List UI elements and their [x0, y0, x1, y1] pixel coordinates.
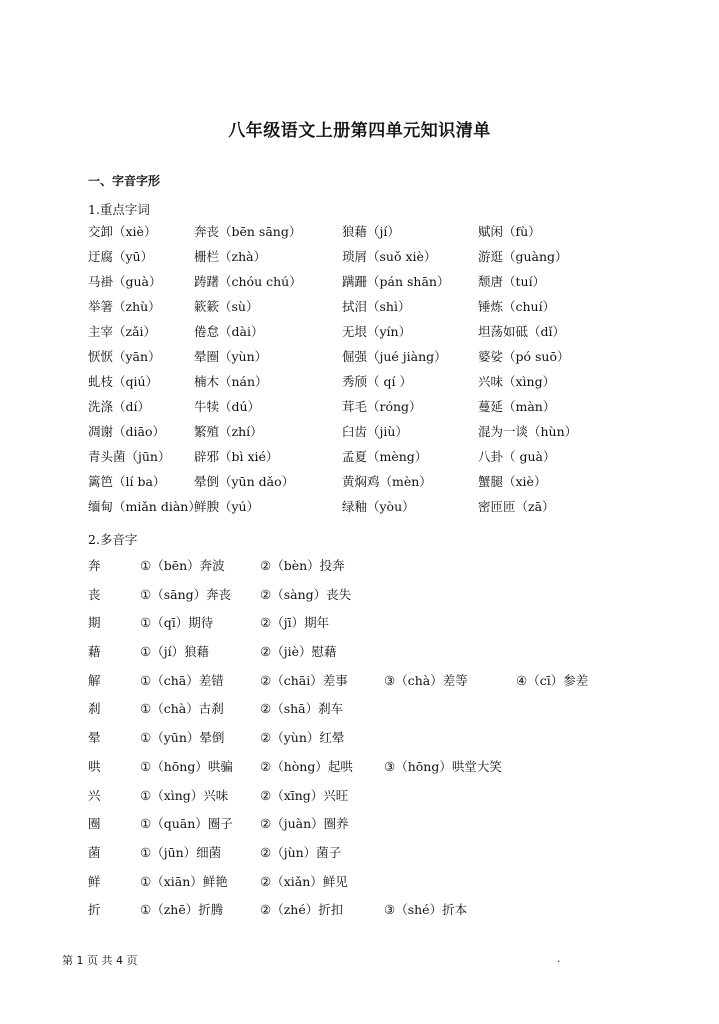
vocab-entry: 蹒跚（pán shān） [342, 274, 450, 289]
vocab-row [88, 497, 648, 522]
polyphone-char: 期 [88, 615, 101, 631]
polyphone-reading: ①（jí）狼藉 [140, 644, 210, 660]
polyphone-reading: ②（zhé）折扣 [260, 902, 344, 918]
vocab-entry: 赋闲（fù） [478, 224, 541, 239]
vocab-entry: 拭泪（shì） [342, 299, 411, 314]
vocab-entry: 迂腐（yū） [88, 249, 154, 264]
subsection-key-words: 1.重点字词 [88, 202, 150, 217]
vocab-entry: 主宰（zǎi） [88, 324, 157, 339]
vocab-row [88, 397, 648, 422]
vocab-row [88, 247, 648, 272]
vocab-entry: 牛犊（dú） [194, 399, 261, 414]
vocab-entry: 洗涤（dí） [88, 399, 150, 414]
vocab-entry: 恹恹（yān） [88, 349, 161, 364]
vocab-entry: 鲜腴（yú） [194, 499, 260, 514]
vocab-entry: 倔强（jué jiàng） [342, 349, 447, 364]
vocab-row [88, 322, 648, 347]
polyphone-reading: ③（hōng）哄堂大笑 [384, 758, 502, 774]
polyphone-row [88, 613, 648, 642]
vocab-table [88, 222, 648, 522]
vocab-entry: 缅甸（miǎn diàn） [88, 499, 201, 514]
polyphone-row [88, 786, 648, 815]
vocab-entry: 虬枝（qiú） [88, 374, 159, 389]
polyphone-char: 晕 [88, 730, 101, 746]
vocab-entry: 臼齿（jiù） [342, 424, 408, 439]
polyphone-row [88, 900, 648, 929]
vocab-row [88, 297, 648, 322]
polyphone-reading: ②（jiè）慰藉 [260, 644, 337, 660]
vocab-row [88, 372, 648, 397]
polyphone-reading: ②（juàn）圈养 [260, 816, 349, 832]
vocab-entry: 狼藉（jí） [342, 224, 400, 239]
vocab-entry: 踌躇（chóu chú） [194, 274, 302, 289]
polyphone-reading: ②（xīng）兴旺 [260, 787, 349, 803]
polyphone-char: 圈 [88, 816, 101, 832]
polyphone-reading: ②（jùn）菌子 [260, 844, 342, 860]
vocab-entry: 蟹腿（xiè） [478, 474, 547, 489]
vocab-entry: 篱笆（lí ba） [88, 474, 166, 489]
page-title: 八年级语文上册第四单元知识清单 [228, 121, 491, 141]
vocab-entry: 黄焖鸡（mèn） [342, 474, 432, 489]
polyphone-reading: ②（hòng）起哄 [260, 758, 353, 774]
vocab-row [88, 422, 648, 447]
subsection-polyphones: 2.多音字 [88, 532, 138, 547]
polyphone-char: 兴 [88, 787, 101, 803]
polyphone-row [88, 843, 648, 872]
polyphone-char: 丧 [88, 586, 101, 602]
polyphone-reading: ③（shé）折本 [384, 902, 468, 918]
vocab-entry: 锤炼（chuí） [478, 299, 556, 314]
polyphone-reading: ③（chà）差等 [384, 672, 468, 688]
vocab-entry: 楠木（nán） [194, 374, 268, 389]
polyphone-row [88, 642, 648, 671]
vocab-entry: 举箸（zhù） [88, 299, 161, 314]
polyphone-reading: ①（chā）差错 [140, 672, 224, 688]
vocab-entry: 密匝匝（zā） [478, 499, 555, 514]
vocab-entry: 茸毛（róng） [342, 399, 422, 414]
polyphone-char: 鲜 [88, 873, 101, 889]
polyphone-reading: ①（quān）圈子 [140, 816, 233, 832]
polyphone-reading: ①（yūn）晕倒 [140, 730, 225, 746]
polyphone-reading: ①（xiān）鲜艳 [140, 873, 228, 889]
polyphone-reading: ②（bèn）投奔 [260, 558, 345, 573]
vocab-entry: 栅栏（zhà） [194, 249, 267, 264]
polyphone-row [88, 699, 648, 728]
polyphone-char: 菌 [88, 844, 101, 860]
polyphone-reading: ④（cī）参差 [516, 672, 589, 688]
vocab-entry: 辟邪（bì xié） [194, 449, 279, 464]
vocab-entry: 凋谢（diāo） [88, 424, 165, 439]
polyphone-row [88, 728, 648, 757]
vocab-entry: 琐屑（suǒ xiè） [342, 249, 437, 264]
polyphone-reading: ①（hōng）哄骗 [140, 758, 233, 774]
polyphone-char: 哄 [88, 758, 101, 774]
vocab-row [88, 272, 648, 297]
vocab-entry: 兴味（xìng） [478, 374, 556, 389]
vocab-entry: 绿釉（yòu） [342, 499, 415, 514]
vocab-entry: 交卸（xiè） [88, 224, 157, 239]
vocab-entry: 无垠（yín） [342, 324, 412, 339]
vocab-entry: 青头菌（jūn） [88, 449, 171, 464]
vocab-row [88, 347, 648, 372]
polyphone-char: 折 [88, 902, 101, 918]
vocab-row [88, 472, 648, 497]
polyphone-row [88, 872, 648, 901]
polyphone-reading: ②（sàng）丧失 [260, 586, 352, 602]
polyphone-char: 奔 [88, 558, 101, 573]
vocab-entry: 秀颀（ qí ） [342, 374, 412, 389]
polyphone-char: 刹 [88, 701, 101, 717]
vocab-entry: 奔丧（bēn sāng） [194, 224, 302, 239]
page-footer: 第 1 页 共 4 页 [62, 954, 138, 967]
vocab-entry: 簌簌（sù） [194, 299, 259, 314]
vocab-entry: 马褂（guà） [88, 274, 162, 289]
polyphone-reading: ①（qī）期待 [140, 615, 214, 631]
vocab-entry: 孟夏（mèng） [342, 449, 428, 464]
polyphone-reading: ①（chà）古刹 [140, 701, 224, 717]
polyphone-reading: ①（jūn）细菌 [140, 844, 222, 860]
polyphone-reading: ②（shā）刹车 [260, 701, 344, 717]
polyphone-reading: ①（xìng）兴味 [140, 787, 229, 803]
polyphone-row [88, 585, 648, 614]
vocab-entry: 晕圈（yùn） [194, 349, 268, 364]
polyphone-char: 藉 [88, 644, 101, 660]
polyphone-row [88, 556, 648, 585]
polyphone-reading: ②（xiǎn）鲜见 [260, 873, 348, 889]
vocab-entry: 倦怠（dài） [194, 324, 264, 339]
polyphone-list [88, 556, 648, 929]
vocab-entry: 颓唐（tuí） [478, 274, 546, 289]
vocab-entry: 繁殖（zhí） [194, 424, 263, 439]
vocab-entry: 八卦（ guà） [478, 449, 556, 464]
polyphone-row [88, 757, 648, 786]
polyphone-reading: ①（sāng）奔丧 [140, 586, 232, 602]
polyphone-reading: ②（yùn）红晕 [260, 730, 345, 746]
vocab-entry: 混为一谈（hùn） [478, 424, 578, 439]
vocab-entry: 游逛（guàng） [478, 249, 568, 264]
vocab-entry: 婆娑（pó suō） [478, 349, 570, 364]
polyphone-row [88, 671, 648, 700]
section-heading: 一、字音字形 [88, 174, 161, 188]
polyphone-reading: ①（bēn）奔波 [140, 558, 225, 573]
polyphone-reading: ②（chāi）差事 [260, 672, 348, 688]
polyphone-char: 解 [88, 672, 101, 688]
polyphone-reading: ①（zhē）折腾 [140, 902, 224, 918]
vocab-entry: 坦荡如砥（dǐ） [478, 324, 565, 339]
vocab-entry: 晕倒（yūn dǎo） [194, 474, 295, 489]
polyphone-row [88, 814, 648, 843]
footer-dot: . [557, 952, 561, 965]
vocab-row [88, 222, 648, 247]
vocab-row [88, 447, 648, 472]
vocab-entry: 蔓延（màn） [478, 399, 556, 414]
polyphone-reading: ②（jī）期年 [260, 615, 330, 631]
